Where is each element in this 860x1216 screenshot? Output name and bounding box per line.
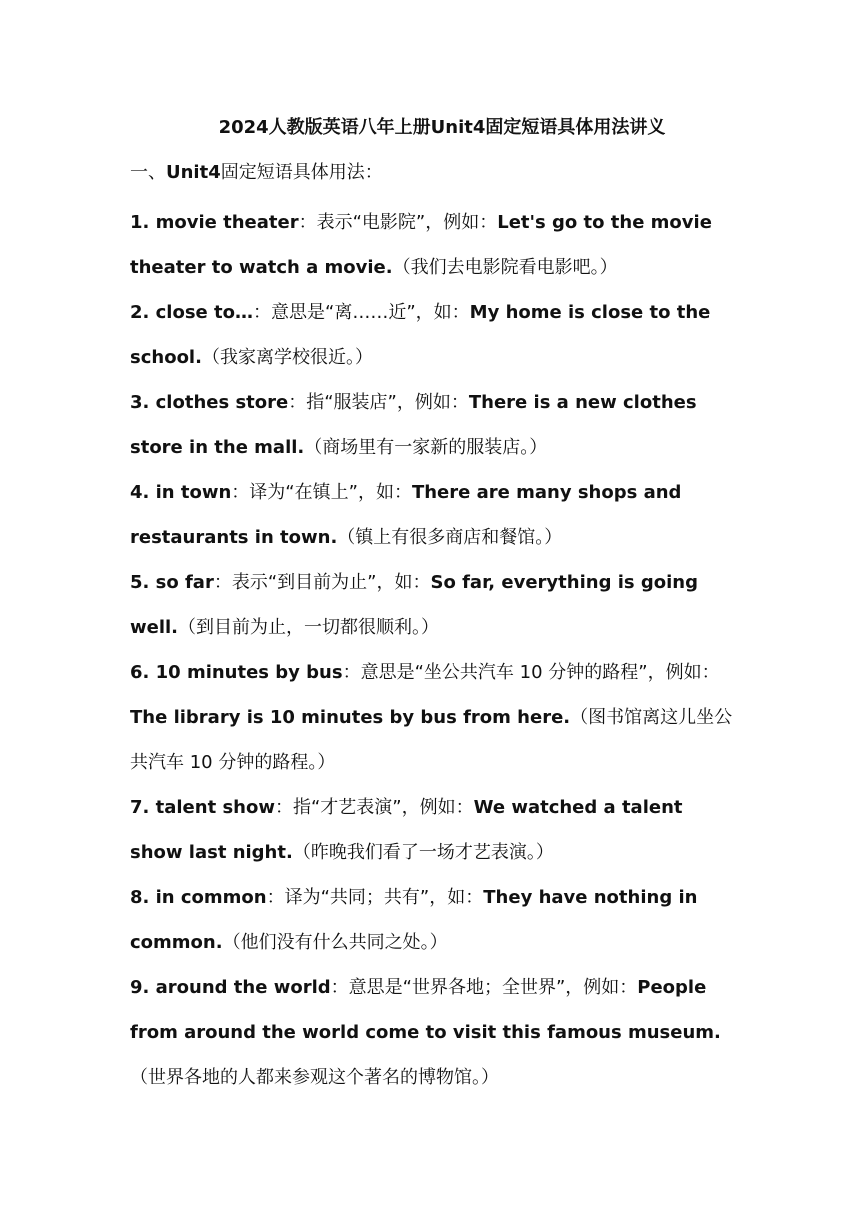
phrase-example: Let's go to the movie theater to watch a movie. [130,212,712,278]
phrase-example: There are many shops and restaurants in town. [130,482,682,548]
phrase-item-4 [130,470,734,560]
phrase-item-6 [130,650,734,785]
phrase-item-1 [130,200,734,290]
phrase-meaning: ：指“服装店”，例如： [288,392,469,413]
phrase-list [130,200,734,1100]
phrase-item-5 [130,560,734,650]
phrase-example: So far, everything is going well. [130,572,698,638]
phrase-item-8 [130,875,734,965]
phrase-item-3 [130,380,734,470]
phrase-term: 9. around the world [130,977,331,998]
phrase-example: There is a new clothes store in the mall. [130,392,697,458]
phrase-meaning: ：表示“电影院”，例如： [298,212,498,233]
section-heading-unit: Unit4 [166,162,221,183]
section-heading-prefix: 一、 [130,162,166,183]
phrase-translation: （昨晚我们看了一场才艺表演。） [292,842,554,863]
phrase-meaning: ：意思是“坐公共汽车 10 分钟的路程”，例如： [342,662,720,683]
phrase-example: The library is 10 minutes by bus from here. [130,707,571,728]
section-heading [130,158,383,188]
phrase-translation: （到目前为止，一切都很顺利。） [178,617,440,638]
phrase-example: People from around the world come to visit this famous museum. [130,977,721,1043]
phrase-example: They have nothing in common. [130,887,698,953]
phrase-meaning: ：表示“到目前为止”，如： [213,572,431,593]
phrase-term: 6. 10 minutes by bus [130,662,343,683]
phrase-term: 2. close to… [130,302,253,323]
phrase-example: We watched a talent show last night. [130,797,683,863]
phrase-item-7 [130,785,734,875]
phrase-term: 1. movie theater [130,212,299,233]
phrase-meaning: ：指“才艺表演”，例如： [274,797,474,818]
phrase-translation: （世界各地的人都来参观这个著名的博物馆。） [130,1067,499,1088]
phrase-translation: （镇上有很多商店和餐馆。） [337,527,563,548]
phrase-translation: （商场里有一家新的服装店。） [304,437,548,458]
phrase-translation: （我家离学校很近。） [201,347,373,368]
phrase-term: 5. so far [130,572,214,593]
phrase-meaning: ：意思是“世界各地；全世界”，例如： [330,977,638,998]
phrase-translation: （他们没有什么共同之处。） [222,932,448,953]
phrase-term: 7. talent show [130,797,275,818]
phrase-translation: （图书馆离这儿坐公共汽车 10 分钟的路程。） [130,707,733,773]
phrase-item-2 [130,290,734,380]
phrase-translation: （我们去电影院看电影吧。） [392,257,618,278]
phrase-term: 3. clothes store [130,392,289,413]
document-title: 2024人教版英语八年上册Unit4固定短语具体用法讲义 [218,117,666,138]
phrase-term: 8. in common [130,887,267,908]
phrase-meaning: ：译为“在镇上”，如： [231,482,412,503]
phrase-term: 4. in town [130,482,232,503]
phrase-meaning: ：译为“共同；共有”，如： [266,887,484,908]
phrase-item-9 [130,965,734,1100]
phrase-meaning: ：意思是“离……近”，如： [253,302,470,323]
phrase-example: My home is close to the school. [130,302,711,368]
section-heading-suffix: 固定短语具体用法： [220,162,383,183]
